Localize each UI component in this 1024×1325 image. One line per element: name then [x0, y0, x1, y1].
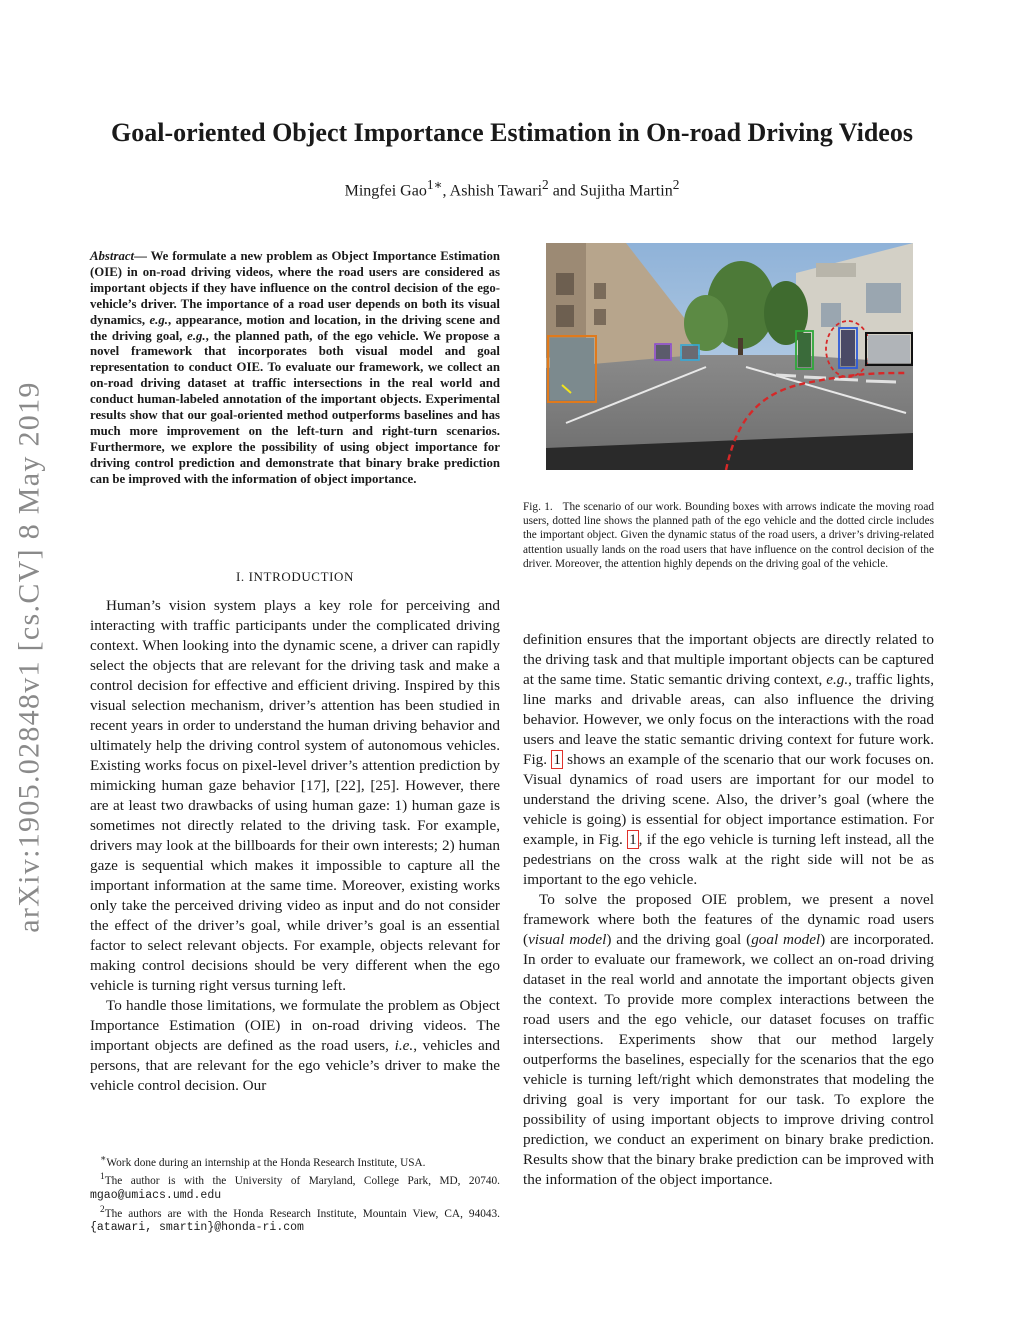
footnote-text: The author is with the University of Maryland, College Park, MD, 20740.: [104, 1174, 500, 1187]
paragraph-text: , vehicles and persons, that are relevant for the ego vehicle’s driver to make the vehicle control decision. Our: [90, 1037, 500, 1094]
abstract-eg: e.g.: [187, 328, 206, 343]
footnote-3: [90, 1203, 500, 1236]
right-column-body: [523, 630, 934, 1190]
figure-label: Fig. 1.: [523, 501, 553, 513]
left-column-body: [90, 596, 500, 1096]
figure-1-image: [546, 243, 913, 470]
author-3-affiliation: 2: [672, 177, 680, 192]
footnote-1: [90, 1152, 500, 1170]
arxiv-id: arXiv:1905.02848v1 [cs.CV] 8 May 2019: [13, 381, 47, 933]
section-numeral: I.: [235, 569, 249, 584]
body-paragraph-2: [523, 890, 934, 1190]
abstract-text: , the planned path, of the ego vehicle. We propose a novel framework that incorporates both visual model and goal representation to conduct OIE. To evaluate our framework, we collect an on-road driving dataset at traffic intersections in the real world and conduct human-labeled annotation of the important objects. Experimental results show that our goal-oriented method outperforms baselines and has much more improvement on the left-turn and right-turn scenarios. Furthermore, we explore the possibility of using object importance for driving control prediction and demonstrate that binary brake prediction can be improved with the information of object importance.: [90, 328, 500, 486]
paragraph-visual-model: visual model: [528, 931, 607, 948]
author-2: Ashish Tawari: [449, 182, 543, 200]
email-link[interactable]: mgao@umiacs.umd.edu: [90, 1188, 222, 1202]
author-line: [60, 177, 964, 200]
paragraph-ie: i.e.: [394, 1037, 414, 1054]
paragraph-text: definition ensures that the important objects are directly related to the driving task and that multiple important objects can be captured at the same time. Static semantic driving context,: [523, 631, 934, 688]
abstract: [90, 249, 500, 488]
section-heading-introduction: [90, 569, 500, 585]
footnote-text: Work done during an internship at the Honda Research Institute, USA.: [106, 1156, 426, 1169]
paragraph-text: , traffic lights, line marks and drivable areas, can also influence the driving behavior. However, we only focus on the interactions with the road users and leave the static semantic driving context for future work. Fig.: [523, 671, 934, 768]
abstract-text: , appearance, motion and location, in the driving scene and the driving goal,: [90, 312, 500, 343]
paragraph-eg: e.g.: [826, 671, 849, 688]
paragraph-text: ) are incorporated. In order to evaluate our framework, we collect an on-road driving dataset in the real world and annotate the important objects given the context. To provide more complex interactions between the road users and the ego vehicle, our dataset focuses on traffic intersections. Experiments show that our method largely outperforms the baselines, especially for the scenarios that the ego vehicle is turning left/right which demonstrates that modeling the driving goal is very important for our task. To explore the possibility of using important objects to improve driving control prediction, we conduct an experiment on binary brake prediction. Results show that the binary brake prediction can be improved with the information of the object importance.: [523, 931, 934, 1188]
paragraph-text: To handle those limitations, we formulate the problem as Object Importance Estimation (OIE) in on-road driving videos. The important objects are defined as the road users,: [90, 997, 500, 1054]
footnote-mark: 2: [100, 1204, 105, 1215]
email-link[interactable]: {atawari, smartin}@honda-ri.com: [90, 1221, 304, 1235]
paragraph-goal-model: goal model: [751, 931, 821, 948]
author-1: Mingfei Gao: [344, 182, 427, 200]
paragraph-text: To solve the proposed OIE problem, we present a novel framework where both the features of the dynamic road users (: [523, 891, 934, 948]
paragraph-text: ) and the driving goal (: [606, 931, 752, 948]
paragraph-text: , if the ego vehicle is turning left instead, all the pedestrians on the cross walk at the right side will not be as important to the ego vehicle.: [523, 831, 934, 888]
author-2-affiliation: 2: [542, 177, 549, 192]
figure-reference-link[interactable]: 1: [553, 751, 561, 768]
arxiv-sidebar-stamp: [5, 352, 55, 962]
driving-scene-illustration: [546, 243, 913, 470]
intro-paragraph-2: [90, 996, 500, 1096]
paragraph-text: shows an example of the scenario that our work focuses on. Visual dynamics of road users are important for our model to understand the driving scene. Also, the driver’s goal (where the vehicle is going) is essential for object importance estimation. For example, in Fig.: [523, 751, 934, 848]
author-3: Sujitha Martin: [579, 182, 673, 200]
footnote-text: The authors are with the Honda Research Institute, Mountain View, CA, 94043.: [104, 1207, 500, 1220]
figure-1-caption: [523, 500, 934, 571]
footnotes: [90, 1152, 500, 1235]
author-1-affiliation: 1∗: [426, 177, 443, 192]
footnote-mark: 1: [100, 1171, 105, 1182]
footnote-mark: ∗: [100, 1154, 107, 1164]
intro-paragraph-1: Human’s vision system plays a key role for perceiving and interacting with traffic participants under the complicated driving context. When looking into the dynamic scene, a driver can rapidly select the objects that are relevant for the driving task and make a control decision for effective and efficient driving. Inspired by this visual selection mechanism, driver’s attention has been studied in recent years in order to understand the human driving behavior and ultimately help the driving control system of autonomous vehicles. Existing works focus on pixel-level driver’s attention prediction by mimicking human gaze behavior [17], [22], [25]. However, there are at least two drawbacks of using human gaze: 1) human gaze is sometimes not directly related to the driving task. For example, drivers may look at the billboards for their own interests; 2) human gaze is sequential which makes it impossible to capture all the important information at the same time. Moreover, existing works only take the perceived driving video as input and do not consider the effect of the driver’s goal, while driver’s goal is an essential factor to select relevant objects. For example, objects relevant for making control decisions should be very different when the ego vehicle is turning right versus turning left.: [90, 597, 500, 994]
author-separator: ,: [442, 182, 450, 200]
author-separator: and: [548, 182, 580, 200]
abstract-dash: —: [134, 249, 151, 263]
paper-title: Goal-oriented Object Importance Estimation in On-road Driving Videos: [111, 118, 913, 147]
footnote-2: [90, 1170, 500, 1203]
figure-reference-link[interactable]: 1: [629, 831, 637, 848]
section-title: INTRODUCTION: [248, 569, 355, 584]
abstract-label: Abstract: [90, 249, 135, 263]
body-paragraph-1: [523, 630, 934, 890]
abstract-eg: e.g.: [149, 312, 168, 327]
figure-caption-text: The scenario of our work. Bounding boxes with arrows indicate the moving road users, dotted line shows the planned path of the ego vehicle and the dotted circle includes the important object. Given the dynamic status of the road users, a driver’s driving-related attention usually lands on the road users that have influence on the control decision of the driver. Moreover, the attention highly depends on the driving goal of the vehicle.: [523, 501, 934, 570]
abstract-text: We formulate a new problem as Object Importance Estimation (OIE) in on-road driving videos, where the road users are considered as important objects if they have influence on the control decision of the ego-vehicle’s driver. The importance of a road user depends on both its visual dynamics,: [90, 249, 500, 327]
